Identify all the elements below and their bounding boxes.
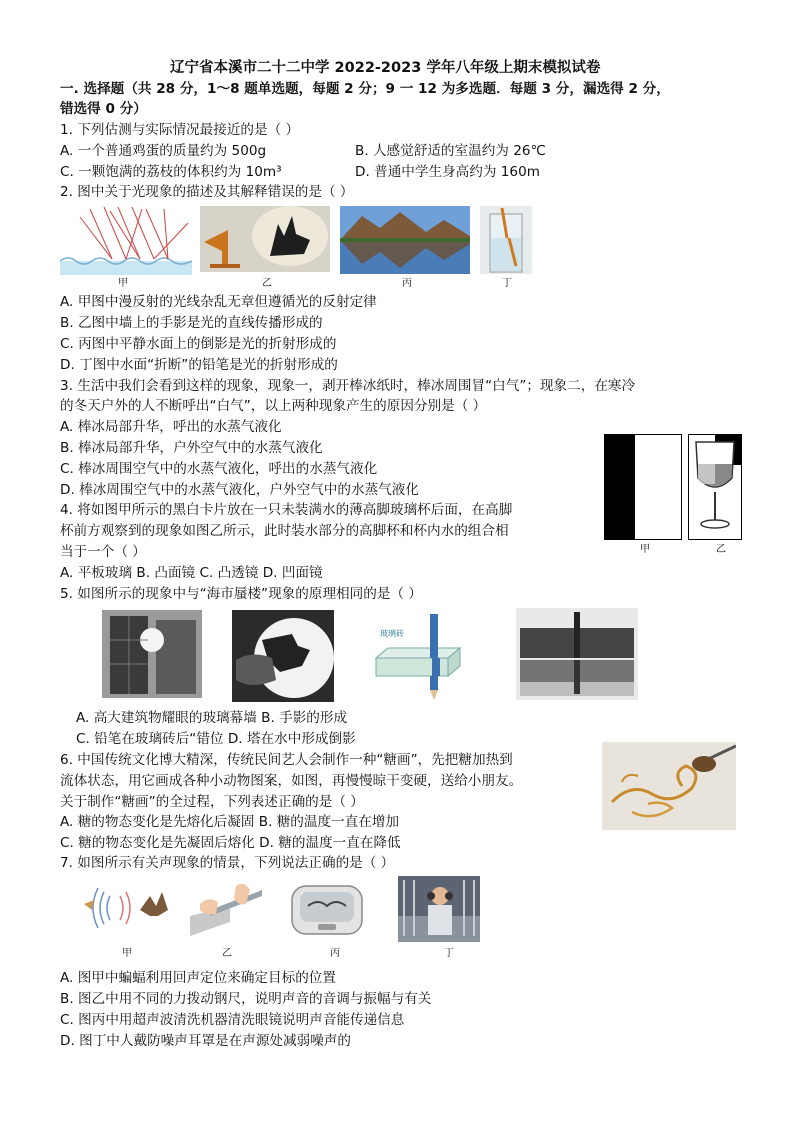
q4-fig-card [604, 434, 682, 540]
q6-stem-3: 关于制作“糖画”的全过程，下列表述正确的是（ ） [60, 794, 364, 810]
q2-fig-diffuse-reflection [60, 203, 192, 275]
q7-option-c: C. 图丙中用超声波清洗机器清洗眼镜说明声音能传递信息 [60, 1012, 405, 1028]
section-header-cont: 错选得 0 分） [60, 101, 147, 117]
q2-fig-bent-pencil [480, 206, 532, 274]
q4-fig-goblet [688, 434, 742, 540]
q7-caption-bing: 丙 [330, 948, 340, 959]
q6-options-ab: A. 糖的物态变化是先熔化后凝固 B. 糖的温度一直在增加 [60, 814, 400, 830]
q7-caption-jia: 甲 [122, 948, 132, 959]
q3-option-b: B. 棒冰局部升华，户外空气中的水蒸气液化 [60, 440, 323, 456]
q4-options: A. 平板玻璃 B. 凸面镜 C. 凸透镜 D. 凹面镜 [60, 565, 323, 581]
q5-fig-hand-shadow [232, 610, 334, 702]
q2-option-c: C. 丙图中平静水面上的倒影是光的折射形成的 [60, 336, 337, 352]
q3-stem-1: 3. 生活中我们会看到这样的现象，现象一，剥开棒冰纸时，棒冰周围冒“白气”；现象二，在寒冷 [60, 378, 636, 394]
q2-fig-hand-shadow [200, 206, 330, 272]
q5-stem: 5. 如图所示的现象中与“海市蜃楼”现象的原理相同的是（ ） [60, 586, 422, 602]
section-header: 一. 选择题（共 28 分，1～8 题单选题，每题 2 分；9 一 12 为多选题．每题 3 分，漏选得 2 分， [60, 81, 670, 97]
q4-stem-3: 当于一个（ ） [60, 544, 146, 560]
q2-option-d: D. 丁图中水面“折断”的铅笔是光的折射形成的 [60, 357, 338, 373]
q7-fig-bat-echolocation [80, 876, 176, 940]
q4-stem-1: 4. 将如图甲所示的黑白卡片放在一只未装满水的薄高脚玻璃杯后面，在高脚 [60, 502, 513, 518]
q6-stem-1: 6. 中国传统文化博大精深，传统民间艺人会制作一种“糖画”，先把糖加热到 [60, 752, 513, 768]
q5-options-cd: C. 铅笔在玻璃砖后“错位 D. 塔在水中形成倒影 [76, 731, 356, 747]
q5-options-ab: A. 高大建筑物耀眼的玻璃幕墙 B. 手影的形成 [76, 710, 348, 726]
q6-stem-2: 流体状态，用它画成各种小动物图案，如图，再慢慢晾干变硬，送给小朋友。 [60, 773, 523, 789]
q7-stem: 7. 如图所示有关声现象的情景，下列说法正确的是（ ） [60, 855, 395, 871]
q5-glass-label: 玻璃砖 [380, 629, 404, 638]
q2-caption-yi: 乙 [262, 278, 272, 289]
q5-fig-glass-curtain-wall [102, 610, 202, 698]
q2-option-b: B. 乙图中墙上的手影是光的直线传播形成的 [60, 315, 323, 331]
q2-caption-jia: 甲 [118, 278, 128, 289]
q1-option-d: D. 普通中学生身高约为 160m [355, 164, 540, 180]
q4-caption-yi: 乙 [716, 544, 726, 555]
q5-fig-pencil-glass [368, 610, 464, 702]
q4-caption-jia: 甲 [640, 544, 650, 555]
q5-fig-tower-reflection [516, 608, 638, 700]
q2-caption-bing: 丙 [402, 278, 412, 289]
q7-option-d: D. 图丁中人戴防噪声耳罩是在声源处减弱噪声的 [60, 1033, 351, 1049]
q3-option-a: A. 棒冰局部升华，呼出的水蒸气液化 [60, 419, 282, 435]
q7-caption-ding: 丁 [444, 948, 454, 959]
q2-option-a: A. 甲图中漫反射的光线杂乱无章但遵循光的反射定律 [60, 294, 377, 310]
q6-options-cd: C. 糖的物态变化是先凝固后熔化 D. 糖的温度一直在降低 [60, 835, 401, 851]
q1-option-a: A. 一个普通鸡蛋的质量约为 500g [60, 143, 267, 159]
q7-fig-ultrasonic-cleaner [288, 880, 366, 940]
q6-fig-sugar-painting [602, 742, 736, 830]
q1-stem: 1. 下列估测与实际情况最接近的是（ ） [60, 122, 300, 138]
q2-stem: 2. 图中关于光现象的描述及其解释错误的是（ ） [60, 184, 354, 200]
q4-stem-2: 杯前方观察到的现象如图乙所示，此时装水部分的高脚杯和杯内水的组合相 [60, 523, 509, 539]
q2-caption-ding: 丁 [502, 278, 512, 289]
q3-option-d: D. 棒冰周围空气中的水蒸气液化，户外空气中的水蒸气液化 [60, 482, 419, 498]
page-title: 辽宁省本溪市二十二中学 2022-2023 学年八年级上期末模拟试卷 [170, 60, 601, 76]
q1-option-b: B. 人感觉舒适的室温约为 26℃ [355, 143, 546, 159]
q3-option-c: C. 棒冰周围空气中的水蒸气液化，呼出的水蒸气液化 [60, 461, 378, 477]
q7-option-a: A. 图甲中蝙蝠利用回声定位来确定目标的位置 [60, 970, 336, 986]
q2-fig-lake-reflection [340, 206, 470, 274]
q3-stem-2: 的冬天户外的人不断呼出“白气”，以上两种现象产生的原因分别是（ ） [60, 398, 487, 414]
q7-option-b: B. 图乙中用不同的力拨动钢尺，说明声音的音调与振幅与有关 [60, 991, 432, 1007]
q7-fig-steel-ruler [190, 876, 264, 940]
q7-fig-earmuff-worker [398, 876, 480, 942]
q1-option-c: C. 一颗饱满的荔枝的体积约为 10m³ [60, 164, 282, 180]
q7-caption-yi: 乙 [222, 948, 232, 959]
